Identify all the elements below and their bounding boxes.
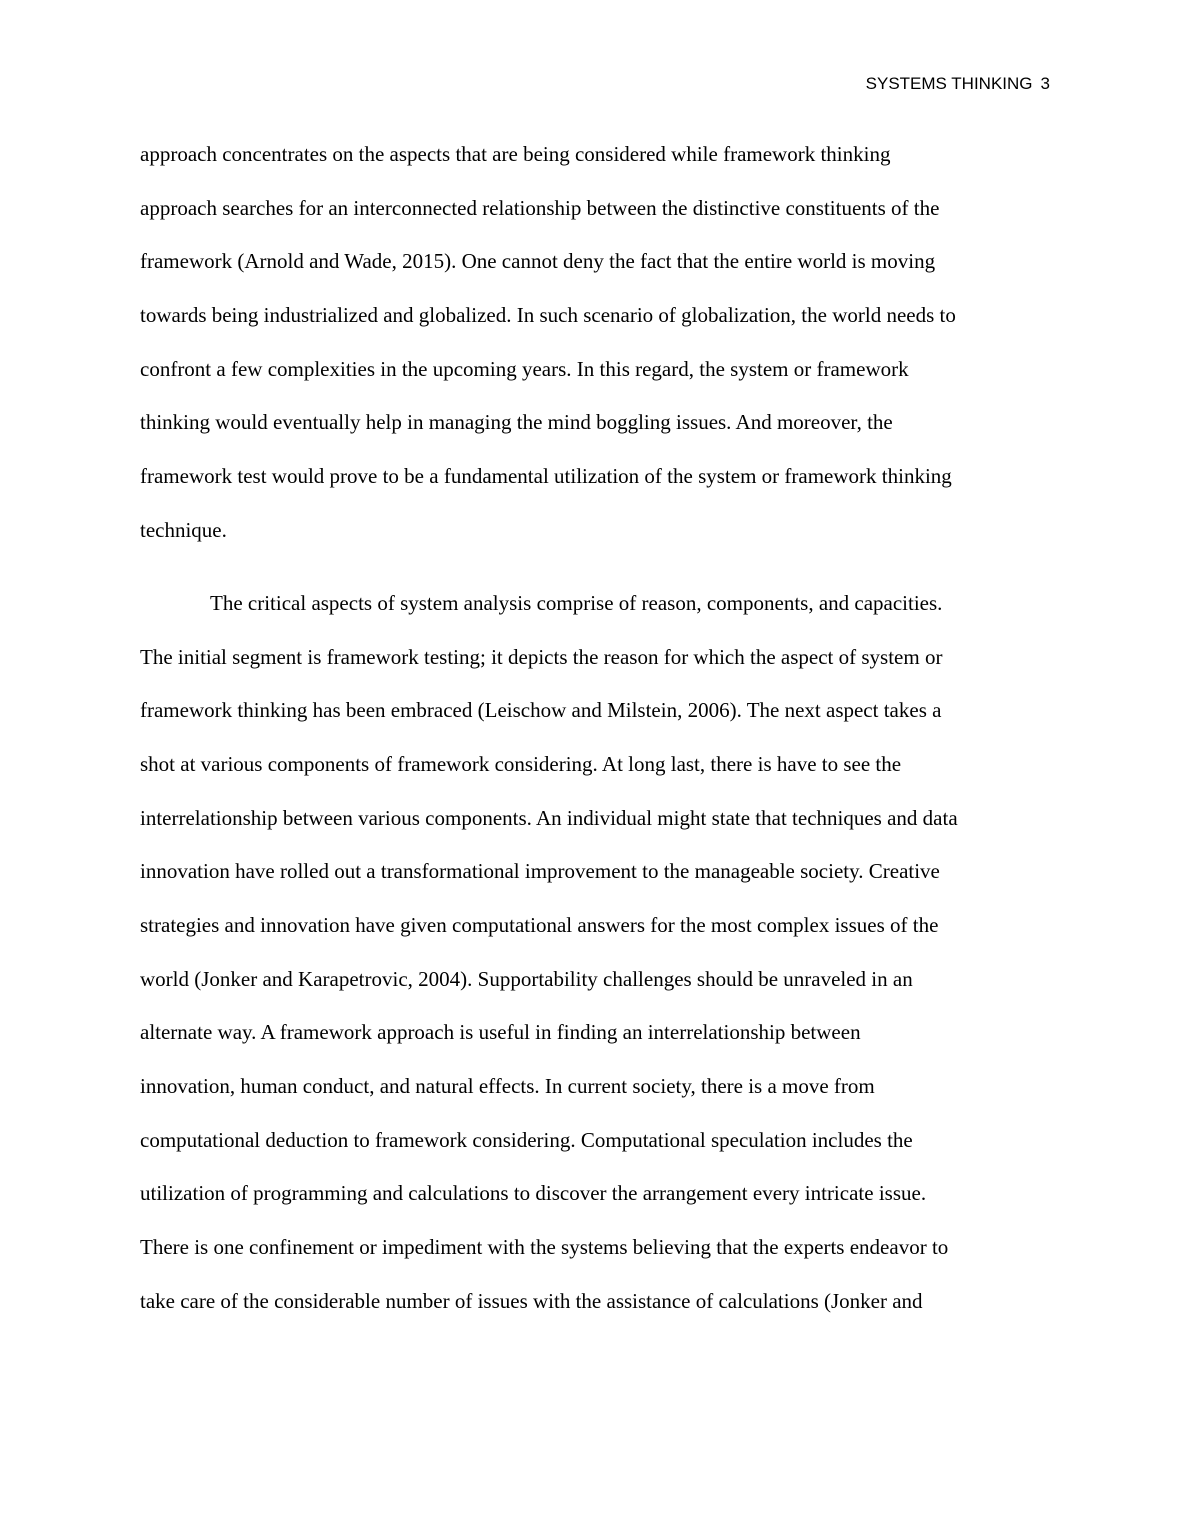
text-line: shot at various components of framework considering. At long last, there is have to see the [140, 752, 902, 776]
text-line: approach concentrates on the aspects that are being considered while framework thinking [140, 142, 891, 166]
text-line: innovation, human conduct, and natural effects. In current society, there is a move from [140, 1074, 875, 1098]
page-number: 3 [1040, 74, 1050, 93]
text-line: strategies and innovation have given computational answers for the most complex issues of the [140, 913, 939, 937]
text-line: framework test would prove to be a fundamental utilization of the system or framework thinking [140, 464, 952, 488]
running-head-title: SYSTEMS THINKING [865, 74, 1033, 93]
text-line: technique. [140, 518, 227, 542]
text-line: framework (Arnold and Wade, 2015). One cannot deny the fact that the entire world is moving [140, 249, 936, 273]
text-line: utilization of programming and calculations to discover the arrangement every intricate issue. [140, 1181, 927, 1205]
text-line: alternate way. A framework approach is useful in finding an interrelationship between [140, 1020, 861, 1044]
text-line: The initial segment is framework testing; it depicts the reason for which the aspect of system or [140, 645, 943, 669]
text-line: There is one confinement or impediment with the systems believing that the experts endeavor to [140, 1235, 949, 1259]
text-line: innovation have rolled out a transformational improvement to the manageable society. Creative [140, 859, 940, 883]
text-line: The critical aspects of system analysis comprise of reason, components, and capacities. [210, 591, 943, 615]
text-line: confront a few complexities in the upcoming years. In this regard, the system or framework [140, 357, 909, 381]
running-head [866, 72, 1050, 96]
text-line: world (Jonker and Karapetrovic, 2004). Supportability challenges should be unraveled in an [140, 967, 913, 991]
text-line: approach searches for an interconnected relationship between the distinctive constituents of the [140, 196, 940, 220]
text-line: framework thinking has been embraced (Leischow and Milstein, 2006). The next aspect takes a [140, 698, 942, 722]
text-line: take care of the considerable number of issues with the assistance of calculations (Jonker and [140, 1289, 923, 1313]
text-line: thinking would eventually help in managing the mind boggling issues. And moreover, the [140, 410, 893, 434]
text-line: computational deduction to framework considering. Computational speculation includes the [140, 1128, 913, 1152]
text-line: interrelationship between various components. An individual might state that techniques and data [140, 806, 958, 830]
text-line: towards being industrialized and globalized. In such scenario of globalization, the world needs to [140, 303, 956, 327]
